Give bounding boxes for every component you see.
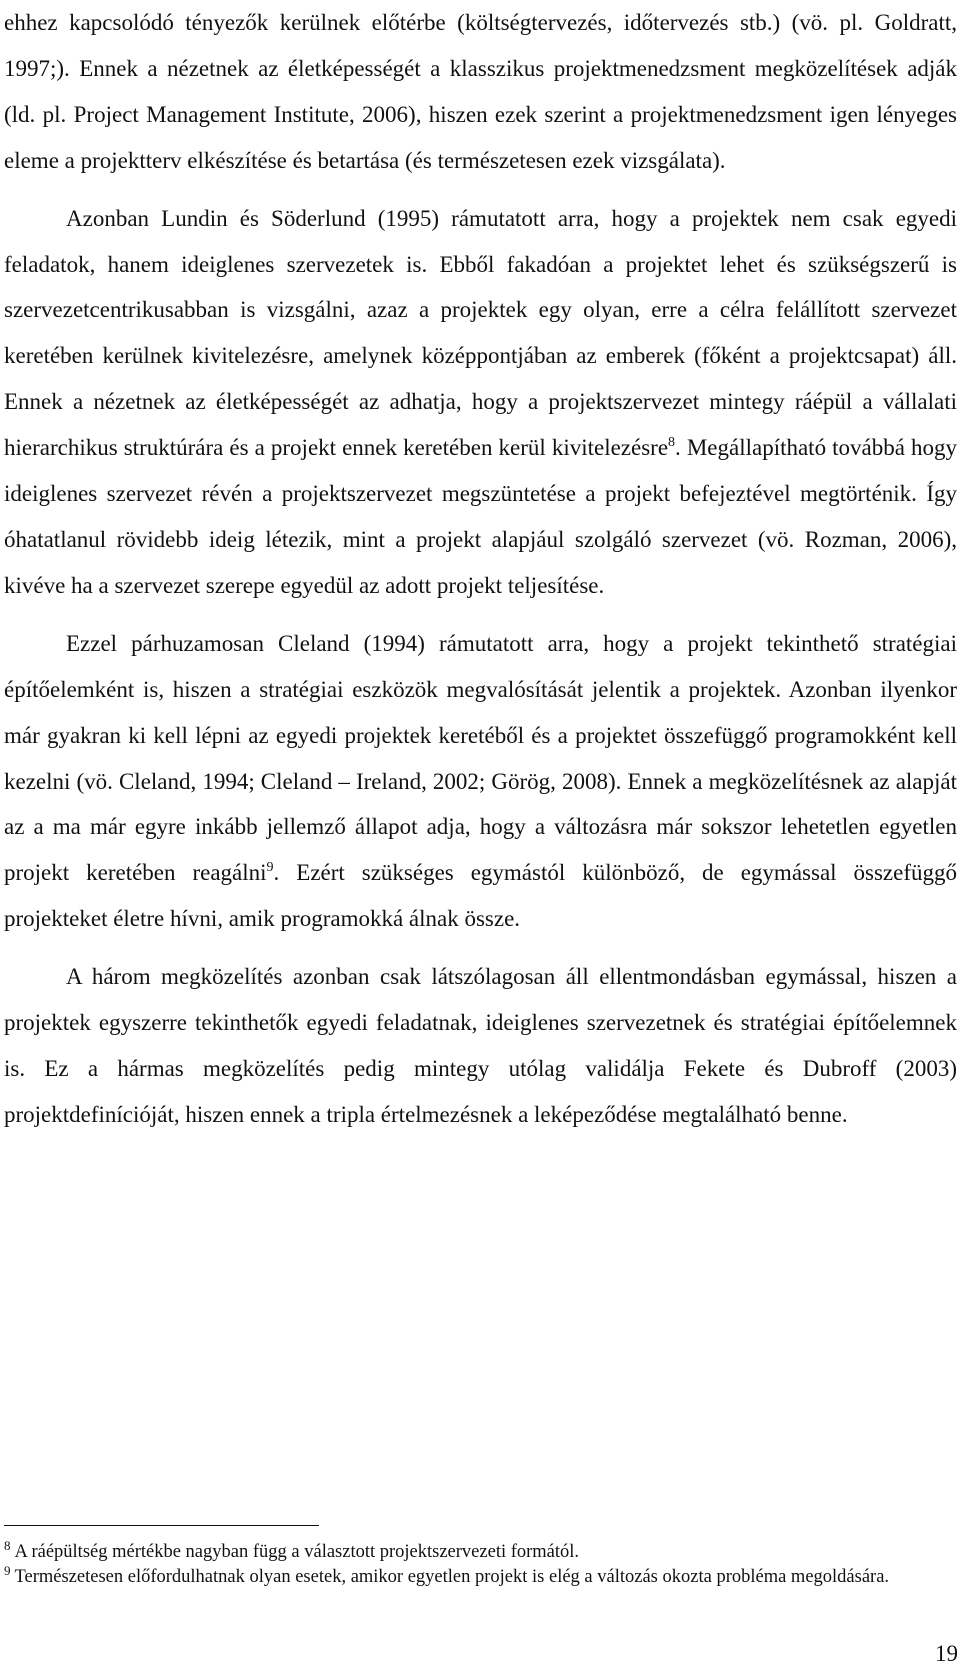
paragraph-2: [4, 196, 957, 609]
footnote-ref-9[interactable]: 9: [266, 860, 274, 876]
paragraph-2-text-b: . Megállapítható továbbá hogy ideiglenes szervezet révén a projektszervezet megszüntetése a projekt befejeztével megtörténik. Így óhatatlanul rövidebb ideig létezik, mint a projekt alapjául szolgáló szervezet (vö. Rozman, 2006), kivéve ha a szervezet szerepe egyedül az adott projekt teljesítése.: [4, 435, 957, 598]
footnote-8: [4, 1538, 957, 1564]
footnote-divider: [4, 1525, 319, 1526]
footnote-8-mark: 8: [4, 1538, 11, 1553]
footnote-8-text: A ráépültség mértékbe nagyban függ a választott projektszervezeti formától.: [14, 1542, 580, 1562]
body-text: [4, 0, 957, 1138]
paragraph-4-text: A három megközelítés azonban csak látszólagosan áll ellentmondásban egymással, hiszen a projektek egyszerre tekinthetők egyedi feladatnak, ideiglenes szervezetnek és stratégiai építőelemnek is. Ez a hármas megközelítés pedig mintegy utólag validálja Fekete és Dubroff (2003) projektdefinícióját, hiszen ennek a tripla értelmezésnek a leképeződése megtalálható benne.: [4, 964, 957, 1127]
footnote-9-mark: 9: [4, 1563, 11, 1578]
paragraph-1-text: ehhez kapcsolódó tényezők kerülnek előtérbe (költségtervezés, időtervezés stb.) (vö. pl. Goldratt, 1997;). Ennek a nézetnek az életképességét a klasszikus projektmenedzsment megközelítések adják (ld. pl. Project Management Institute, 2006), hiszen ezek szerint a projektmenedzsment igen lényeges eleme a projektterv elkészítése és betartása (és természetesen ezek vizsgálata).: [4, 10, 957, 173]
paragraph-4: [4, 954, 957, 1138]
footnote-9: [4, 1563, 957, 1589]
page-number: 19: [935, 1641, 958, 1666]
footnotes: [4, 1538, 957, 1591]
paragraph-3-text-a: Ezzel párhuzamosan Cleland (1994) rámutatott arra, hogy a projekt tekinthető stratégiai építőelemként is, hiszen a stratégiai eszközök megvalósítását jelentik a projektek. Azonban ilyenkor már gyakran ki kell lépni az egyedi projektek keretéből és a projektet összefüggő programokként kell kezelni (vö. Cleland, 1994; Cleland – Ireland, 2002; Görög, 2008). Ennek a megközelítésnek az alapját az a ma már egyre inkább jellemző állapot adja, hogy a változásra már sokszor lehetetlen egyetlen projekt keretében reagálni: [4, 630, 957, 886]
paragraph-3-text-b: . Ezért szükséges egymástól különböző, de egymással összefüggő projekteket életre hívni, amik programokká álnak össze.: [4, 860, 957, 932]
footnote-ref-8[interactable]: 8: [668, 435, 676, 451]
footnote-9-text: Természetesen előfordulhatnak olyan esetek, amikor egyetlen projekt is elég a változás okozta probléma megoldására.: [14, 1567, 890, 1587]
paragraph-3: [4, 621, 957, 942]
paragraph-1: [4, 0, 957, 184]
paragraph-2-text-a: Azonban Lundin és Söderlund (1995) rámutatott arra, hogy a projektek nem csak egyedi feladatok, hanem ideiglenes szervezetek is. Ebből fakadóan a projektet lehet és szükségszerű is szervezetcentrikusabban is vizsgálni, azaz a projektek egy olyan, erre a célra felállított szervezet keretében kerülnek kivitelezésre, amelynek középpontjában az emberek (főként a projektcsapat) áll. Ennek a nézetnek az életképességét az adhatja, hogy a projektszervezet mintegy ráépül a vállalati hierarchikus struktúrára és a projekt ennek keretében kerül kivitelezésre: [4, 205, 957, 461]
